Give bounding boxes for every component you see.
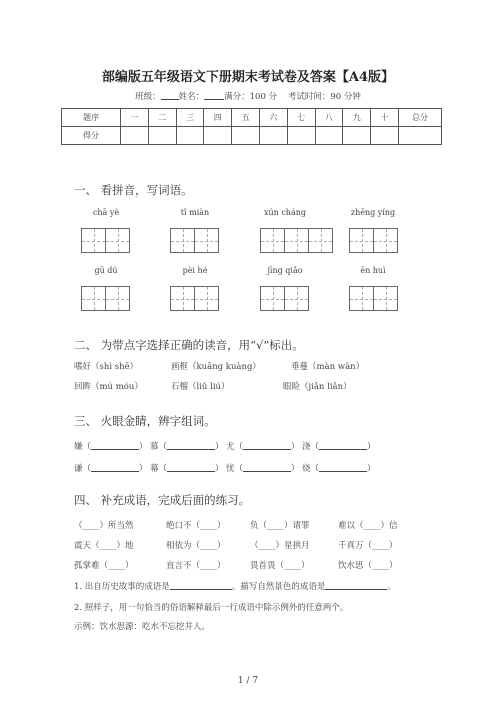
answer-blank[interactable]	[319, 440, 367, 450]
score-cell[interactable]	[399, 127, 442, 145]
reading-item[interactable]: 嗜好（shì shē）	[74, 362, 139, 372]
answer-blank[interactable]	[167, 440, 215, 450]
page-number: 1 / 7	[237, 676, 259, 686]
answer-blank[interactable]	[91, 440, 139, 450]
reading-item[interactable]: 垂蔓（màn wàn）	[291, 362, 365, 372]
section2-heading: 二、 为带点字选择正确的读音，用“√”标出。	[74, 338, 304, 352]
char: 烧	[302, 464, 311, 474]
score-cell[interactable]	[343, 127, 371, 145]
score-cell[interactable]	[232, 127, 260, 145]
reading-item[interactable]: 石榴（liǔ liú）	[171, 382, 230, 392]
score-cell[interactable]	[315, 127, 343, 145]
pinyin: xún cháng	[263, 208, 307, 217]
writing-grid[interactable]	[170, 228, 218, 253]
char: 慕	[150, 442, 159, 452]
pinyin: chā yè	[92, 208, 120, 217]
idiom-item[interactable]: 畏首畏（____）	[250, 561, 310, 571]
idiom-item[interactable]: 千真万（____）	[338, 541, 398, 551]
writing-grid[interactable]	[81, 228, 129, 253]
writing-grid[interactable]	[81, 286, 129, 311]
score-cell[interactable]	[204, 127, 232, 145]
idiom-item[interactable]: （____）星拱月	[250, 541, 310, 551]
header-cell: 三	[176, 109, 204, 127]
example-text: 示例：饮水思源：吃水不忘挖井人。	[74, 622, 211, 632]
score-cell[interactable]	[371, 127, 399, 145]
header-cell: 五	[232, 109, 260, 127]
answer-blank[interactable]	[91, 462, 139, 472]
idiom-item[interactable]: 直言不（____）	[166, 561, 226, 571]
pinyin: pèi hé	[182, 266, 208, 275]
idiom-item[interactable]: （____）所当然	[74, 521, 134, 531]
writing-grid[interactable]	[349, 286, 397, 311]
idiom-item[interactable]: 负（____）请罪	[250, 521, 310, 531]
reading-item[interactable]: 回眸（mú móu）	[74, 382, 143, 392]
header-cell: 二	[148, 109, 176, 127]
header-cell: 九	[343, 109, 371, 127]
section4-heading: 四、 补充成语，完成后面的练习。	[74, 493, 251, 507]
score-cell[interactable]	[287, 127, 315, 145]
idiom-item[interactable]: 孤掌难（____）	[74, 561, 134, 571]
name-label: 姓名：	[178, 92, 205, 102]
score-cell[interactable]	[259, 127, 287, 145]
char: 忧	[226, 464, 235, 474]
answer-blank[interactable]	[325, 580, 387, 590]
q1-part-a: 1. 出自历史故事的成语是	[74, 582, 170, 592]
reading-item[interactable]: 眼睑（jiǎn liǎn）	[283, 382, 352, 392]
char: 谦	[74, 464, 83, 474]
score-row-label: 得分	[62, 127, 121, 145]
idiom-item[interactable]: 相依为（____）	[166, 541, 226, 551]
header-cell: 八	[315, 109, 343, 127]
pinyin: ēn huì	[360, 266, 386, 275]
score-cell[interactable]	[148, 127, 176, 145]
section1-heading: 一、 看拼音，写词语。	[74, 183, 193, 197]
answer-blank[interactable]	[167, 462, 215, 472]
answer-blank[interactable]	[170, 580, 232, 590]
header-cell: 一	[121, 109, 149, 127]
header-cell: 十	[371, 109, 399, 127]
pinyin: zhēng yíng	[350, 208, 396, 217]
score-table-header	[62, 109, 442, 127]
pinyin: tǐ miàn	[180, 208, 210, 217]
answer-blank[interactable]	[243, 440, 291, 450]
score-table	[61, 108, 442, 145]
pinyin: gū dú	[94, 266, 118, 275]
q1-part-c: 。	[387, 582, 396, 592]
answer-blank[interactable]	[243, 462, 291, 472]
exam-time: 考试时间：90 分钟	[287, 92, 361, 102]
section3-heading: 三、 火眼金睛，辨字组词。	[74, 414, 216, 428]
idiom-item[interactable]: 难以（____）信	[338, 521, 398, 531]
char: 嫌	[74, 442, 83, 452]
pinyin: jīng qiǎo	[267, 266, 303, 275]
header-cell: 七	[287, 109, 315, 127]
exam-title: 部编版五年级语文下册期末考试卷及答案【A4版】	[101, 70, 395, 85]
exam-info	[0, 90, 496, 102]
class-blank	[161, 90, 179, 100]
idiom-item[interactable]: 震天（____）地	[74, 541, 134, 551]
char: 幕	[150, 464, 159, 474]
score-cell[interactable]	[121, 127, 149, 145]
reading-item[interactable]: 画框（kuāng kuàng）	[171, 362, 261, 372]
char: 浇	[302, 442, 311, 452]
writing-grid[interactable]	[260, 228, 332, 253]
header-cell: 四	[204, 109, 232, 127]
idiom-item[interactable]: 饮水思（____）	[338, 561, 398, 571]
writing-grid[interactable]	[170, 286, 218, 311]
name-blank	[204, 90, 224, 100]
writing-grid[interactable]	[260, 286, 308, 311]
idiom-item[interactable]: 绝口不（____）	[166, 521, 226, 531]
header-cell: 六	[259, 109, 287, 127]
score-table-row	[62, 127, 442, 145]
question-2: 2. 照样子，用一句恰当的俗语解释最后一行成语中除示例外的任意两个。	[74, 603, 349, 613]
class-label: 班级：	[135, 92, 161, 102]
char: 尤	[226, 442, 235, 452]
header-cell: 总分	[399, 109, 442, 127]
full-score: 满分：100 分	[224, 92, 278, 102]
header-cell: 题序	[62, 109, 121, 127]
answer-blank[interactable]	[319, 462, 367, 472]
question-1	[74, 580, 396, 592]
score-cell[interactable]	[176, 127, 204, 145]
writing-grid[interactable]	[349, 228, 397, 253]
q1-part-b: 。描写自然景色的成语是	[231, 582, 326, 592]
